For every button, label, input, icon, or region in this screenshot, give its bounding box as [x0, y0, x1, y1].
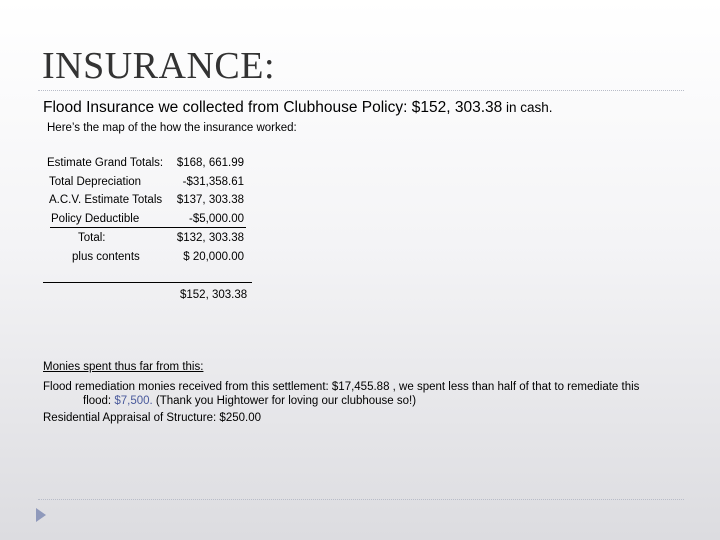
breakdown-value: -$31,358.61: [182, 176, 244, 188]
remediation-line-1: Flood remediation monies received from this settlement: $17,455.88 , we spent less than half of that to remediate this: [43, 381, 640, 393]
breakdown-value: $168, 661.99: [176, 157, 244, 169]
next-arrow-icon[interactable]: [36, 508, 46, 522]
breakdown-label: Policy Deductible: [51, 213, 140, 225]
headline-main: Flood Insurance we collected from Clubhouse Policy: $152, 303.38: [43, 99, 503, 116]
intro-text: Here’s the map of the how the insurance worked:: [47, 122, 297, 134]
breakdown-label: plus contents: [72, 251, 140, 263]
headline: [43, 99, 553, 117]
monies-heading: Monies spent thus far from this:: [43, 361, 204, 373]
breakdown-label: A.C.V. Estimate Totals: [49, 194, 163, 206]
remediation-line-2: [43, 394, 693, 408]
remediation-amount: $7,500.: [114, 395, 153, 407]
slide-title: INSURANCE:: [42, 45, 276, 87]
breakdown-value: $137, 303.38: [176, 194, 244, 206]
headline-suffix: in cash.: [502, 100, 553, 115]
appraisal-line: Residential Appraisal of Structure: $250.00: [43, 412, 261, 424]
title-divider: [38, 90, 684, 91]
breakdown-value: $132, 303.38: [176, 232, 244, 244]
breakdown-label: Total:: [78, 232, 106, 244]
remediation-text-a: flood:: [83, 395, 115, 407]
deductible-underline: [50, 227, 246, 228]
breakdown-value: -$5,000.00: [189, 213, 244, 225]
breakdown-value: $ 20,000.00: [183, 251, 244, 263]
footer-divider: [38, 499, 684, 500]
remediation-paragraph: [43, 380, 693, 408]
grand-total: $152, 303.38: [180, 289, 248, 301]
sum-line: [43, 282, 252, 283]
breakdown-label: Total Depreciation: [49, 176, 142, 188]
breakdown-label: Estimate Grand Totals:: [47, 157, 164, 169]
remediation-text-b: (Thank you Hightower for loving our clubhouse so!): [152, 395, 417, 407]
